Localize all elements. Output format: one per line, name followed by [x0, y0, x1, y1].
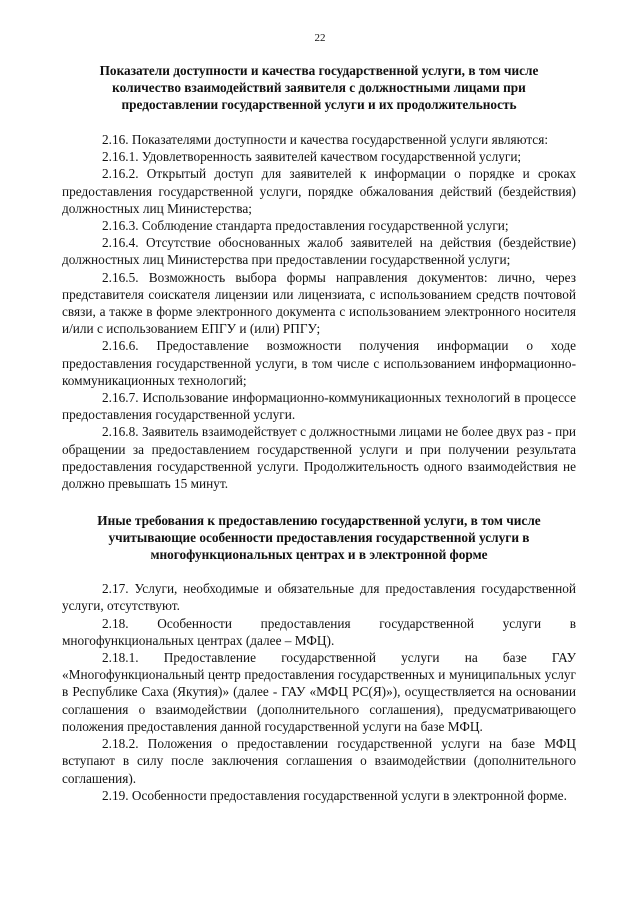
paragraph: 2.16.3. Соблюдение стандарта предоставления государственной услуги;	[102, 218, 509, 234]
paragraph: 2.16.4. Отсутствие обоснованных жалоб заявителей на действия (бездействие) должностных лиц Министерства при предоставлении государственной услуги;	[62, 235, 576, 268]
paragraph: 2.16.7. Использование информационно-коммуникационных технологий в процессе предоставления государственной услуги.	[62, 390, 576, 423]
paragraph: 2.16. Показателями доступности и качества государственной услуги являются:	[102, 132, 549, 147]
section-other-requirements-body	[62, 580, 576, 804]
page-number: 22	[314, 32, 326, 44]
paragraph: 2.16.6. Предоставление возможности получения информации о ходе предоставления государственной услуги, в том числе с использованием информационно-коммуникационных технологий;	[62, 338, 576, 388]
section-heading-other-requirements: Иные требования к предоставлению государственной услуги, в том числе учитывающие особенности предоставления государственной услуги в многофункциональных центрах и в электронной форме	[97, 513, 541, 563]
section-accessibility-body	[62, 131, 576, 492]
section-heading-accessibility: Показатели доступности и качества государственной услуги, в том числе количество взаимодействий заявителя с должностными лицами при предоставлении государственной услуги и их продолжительность	[99, 63, 539, 112]
paragraph: 2.16.1. Удовлетворенность заявителей качеством государственной услуги;	[102, 149, 522, 165]
paragraph: 2.17. Услуги, необходимые и обязательные для предоставления государственной услуги, отсутствуют.	[62, 581, 576, 614]
paragraph: 2.18. Особенности предоставления государственной услуги в многофункциональных центрах (далее – МФЦ).	[62, 615, 576, 648]
paragraph: 2.16.2. Открытый доступ для заявителей к информации о порядке и сроках предоставления государственной услуги, порядке обжалования действий (бездействия) должностных лиц Министерства;	[62, 166, 576, 216]
page-content	[62, 62, 576, 804]
paragraph: 2.16.8. Заявитель взаимодействует с должностными лицами не более двух раз - при обращении за предоставлением государственной услуги и при получении результата предоставления государственной услуги. Продолжительность одного взаимодействия не должно превышать 15 минут.	[62, 424, 576, 492]
paragraph: 2.18.2. Положения о предоставлении государственной услуги на базе МФЦ вступают в силу после заключения соглашения о взаимодействии (дополнительного соглашения).	[62, 736, 576, 786]
paragraph: 2.18.1. Предоставление государственной услуги на базе ГАУ «Многофункциональный центр предоставления государственных и муниципальных услуг в Республике Саха (Якутия)» (далее - ГАУ «МФЦ РС(Я)»), осуществляется на основании соглашения о взаимодействии (дополнительного соглашения), предусматривающего положения предоставления данной государственной услуги на базе МФЦ.	[62, 650, 576, 734]
paragraph: 2.16.5. Возможность выбора формы направления документов: лично, через представителя соискателя лицензии или лицензиата, с использованием средств почтовой связи, а также в форме электронного документа с использованием электронного носителя и/или с использованием ЕПГУ и (или) РПГУ;	[62, 269, 576, 337]
paragraph: 2.19. Особенности предоставления государственной услуги в электронной форме.	[102, 787, 567, 803]
